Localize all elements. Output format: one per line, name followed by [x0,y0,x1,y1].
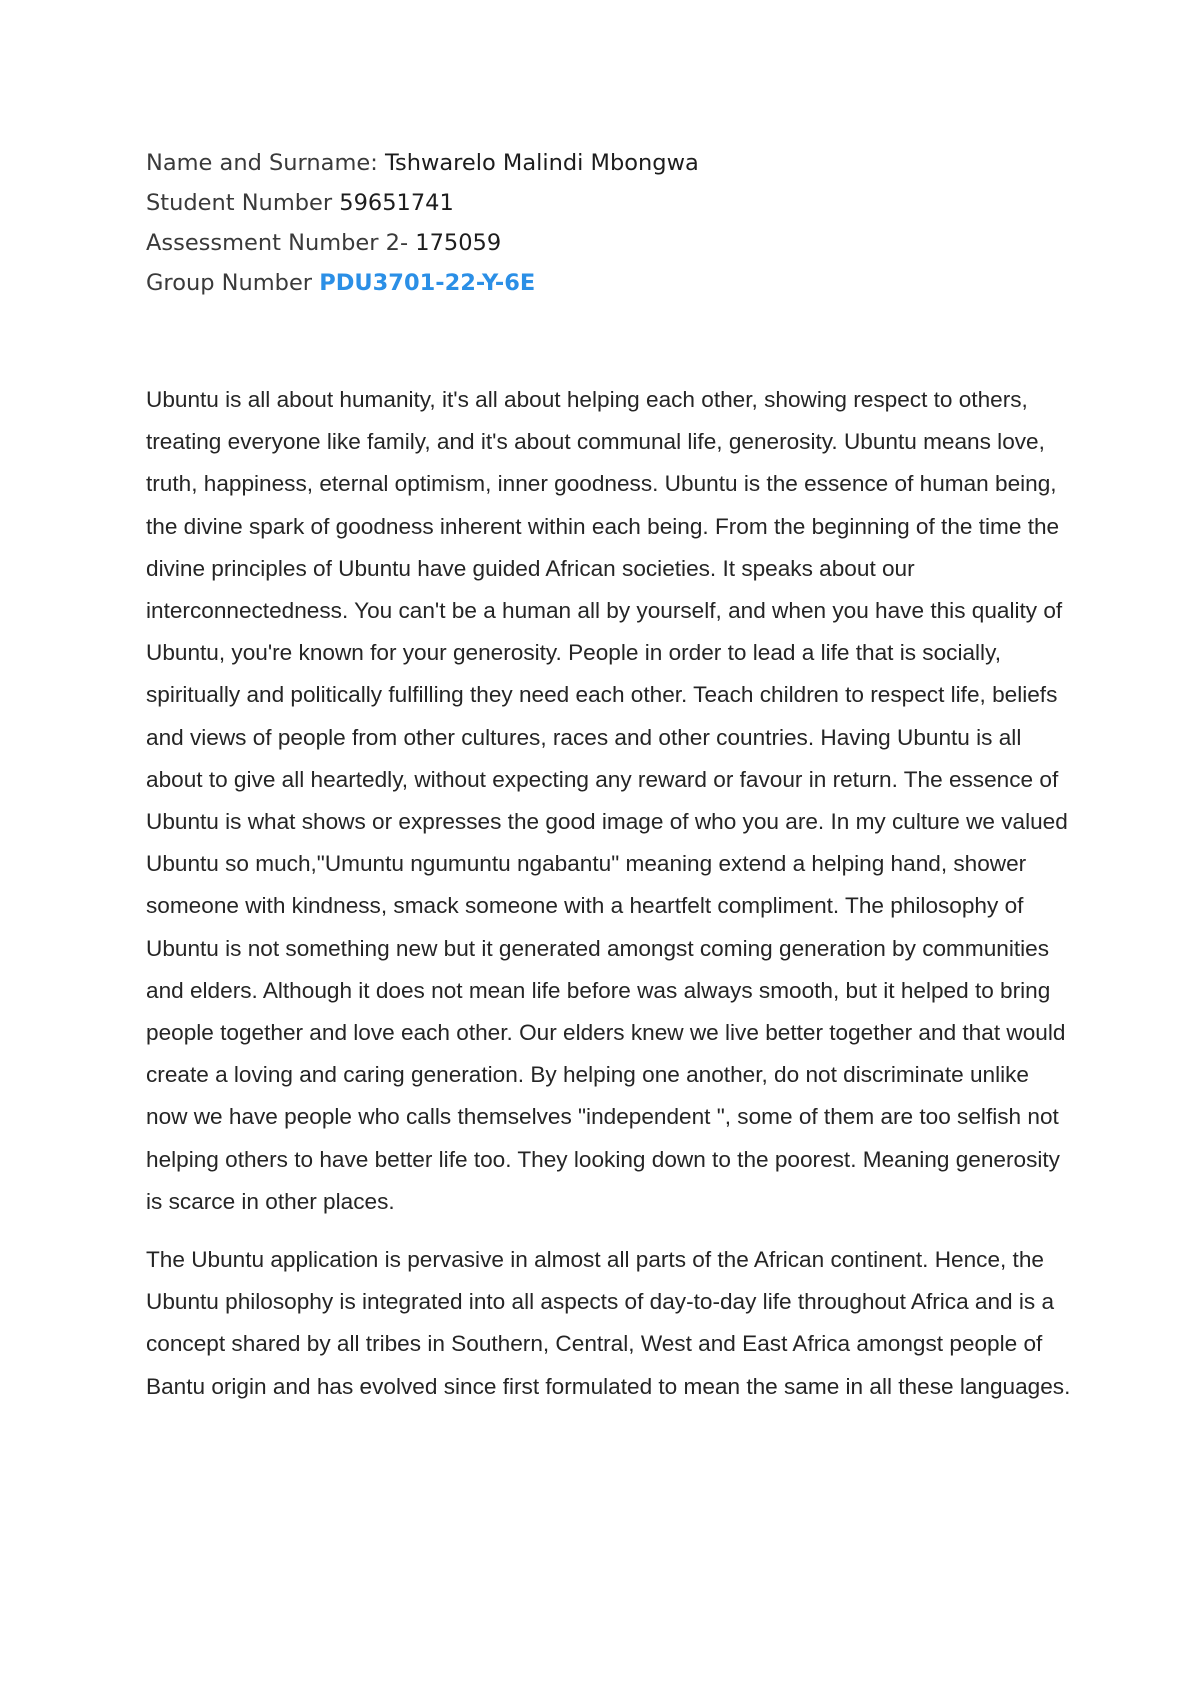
student-number-label: Student Number [146,190,340,216]
group-number-line [146,263,1096,303]
assessment-number-value: 175059 [415,230,502,256]
student-number-value: 59651741 [339,190,454,216]
assessment-number-label: Assessment Number 2- [146,230,416,256]
paragraph-2: The Ubuntu application is pervasive in almost all parts of the African continent. Hence, the Ubuntu philosophy is integrated into all aspects of day-to-day life throughout Africa and is a concept shared by all tribes in Southern, Central, West and East Africa amongst people of Bantu origin and has evolved since first formulated to mean the same in all these languages. [146,1247,1071,1399]
group-number-label: Group Number [146,270,320,296]
name-value: Tshwarelo Malindi Mbongwa [384,150,699,176]
name-line [146,143,1096,183]
paragraph-1: Ubuntu is all about humanity, it's all about helping each other, showing respect to others, treating everyone like family, and it's about communal life, generosity. Ubuntu means love, truth, happiness, eternal optimism, inner goodness. Ubuntu is the essence of human being, the divine spark of goodness inherent within each being. From the beginning of the time the divine principles of Ubuntu have guided African societies. It speaks about our interconnectedness. You can't be a human all by yourself, and when you have this quality of Ubuntu, you're known for your generosity. People in order to lead a life that is socially, spiritually and politically fulfilling they need each other. Teach children to respect life, beliefs and views of people from other cultures, races and other countries. Having Ubuntu is all about to give all heartedly, without expecting any reward or favour in return. The essence of Ubuntu is what shows or expresses the good image of who you are. In my culture we valued Ubuntu so much,"Umuntu ngumuntu ngabantu" meaning extend a helping hand, shower someone with kindness, smack someone with a heartfelt compliment. The philosophy of Ubuntu is not something new but it generated amongst coming generation by communities and elders. Although it does not mean life before was always smooth, but it helped to bring people together and love each other. Our elders knew we live better together and that would create a loving and caring generation. By helping one another, do not discriminate unlike now we have people who calls themselves "independent ", some of them are too selfish not helping others to have better life too. They looking down to the poorest. Meaning generosity is scarce in other places. [146,387,1068,1214]
student-number-line [146,183,1096,223]
essay-body [146,379,1076,1408]
student-details [146,143,1096,303]
group-number-value: PDU3701-22-Y-6E [319,270,536,296]
name-label: Name and Surname: [146,150,385,176]
assessment-number-line [146,223,1096,263]
